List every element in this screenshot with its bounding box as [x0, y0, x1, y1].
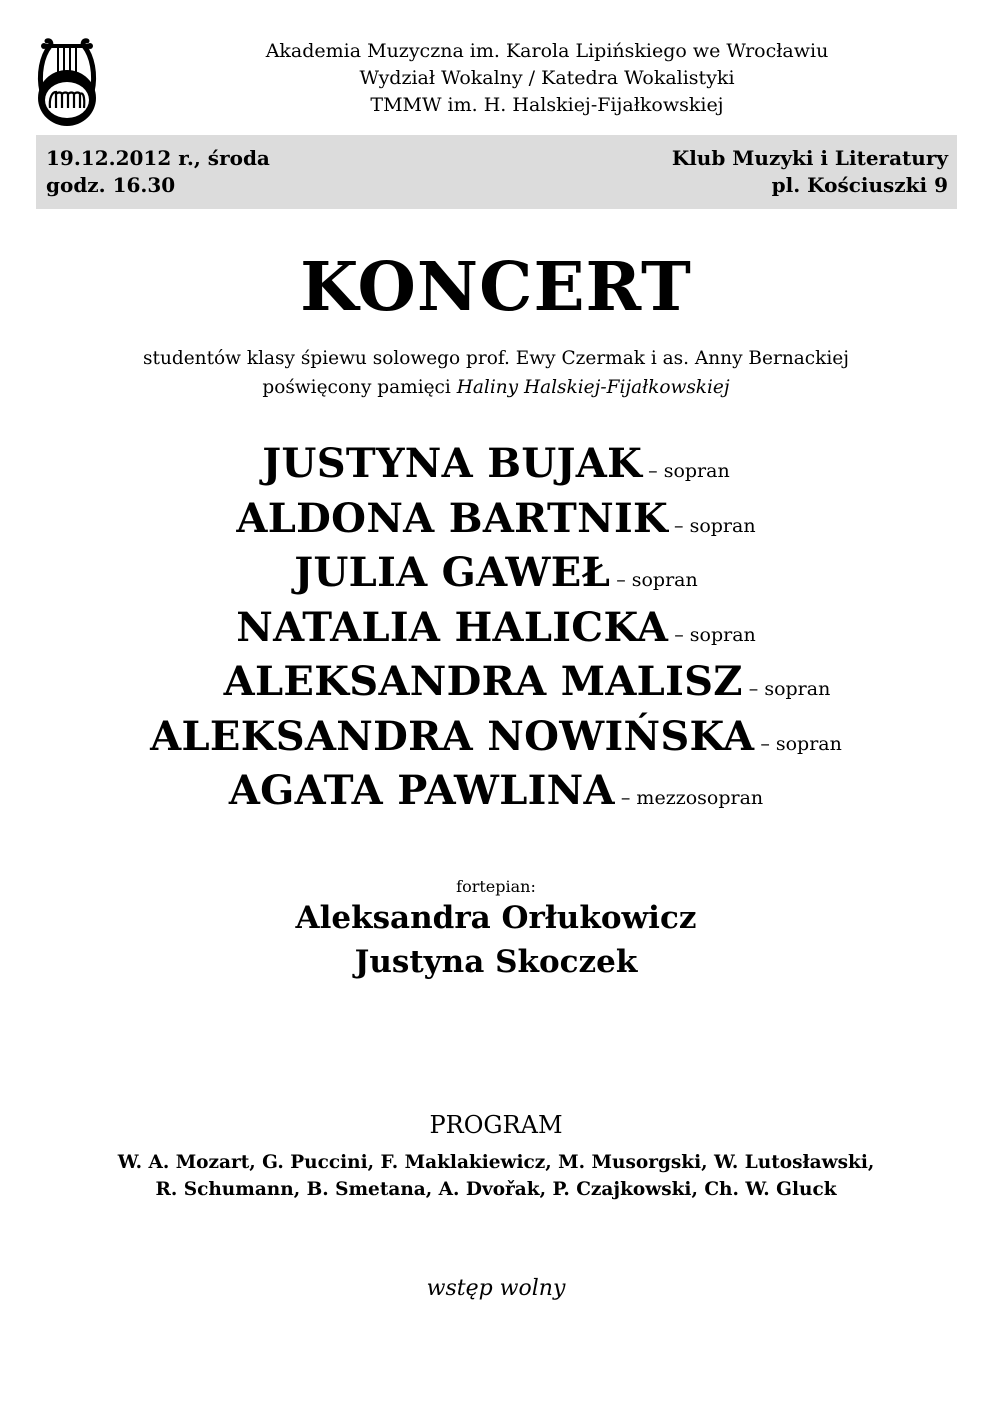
event-date: 19.12.2012 r., środa [46, 146, 270, 170]
performer-voice: – mezzosopran [620, 787, 764, 809]
header-line-academy: Akademia Muzyczna im. Karola Lipińskiego we Wrocławiu [265, 40, 829, 62]
performer-name: NATALIA HALICKA [236, 604, 669, 651]
performer-row [0, 495, 992, 542]
event-info-bar [36, 135, 957, 209]
performer-row [0, 767, 992, 814]
performer-name: ALEKSANDRA MALISZ [223, 658, 743, 705]
piano-label: fortepian: [456, 877, 536, 896]
performer-voice: – sopran [674, 515, 756, 537]
performer-voice: – sopran [616, 569, 698, 591]
header-line-faculty: Wydział Wokalny / Katedra Wokalistyki [359, 67, 735, 89]
program-heading: PROGRAM [429, 1111, 563, 1139]
performer-row [0, 713, 992, 760]
performer-row [31, 658, 992, 705]
subtitle-line-dedication [0, 373, 992, 402]
event-venue: Klub Muzyki i Literatury [671, 146, 948, 170]
performer-row [0, 549, 992, 596]
performer-name: ALEKSANDRA NOWIŃSKA [150, 713, 755, 760]
event-location [672, 145, 948, 199]
lyre-logo-icon [36, 36, 98, 128]
program-composers-line: W. A. Mozart, G. Puccini, F. Maklakiewicz, M. Musorgski, W. Lutosławski, [117, 1152, 875, 1173]
concert-subtitle [0, 344, 992, 402]
event-address: pl. Kościuszki 9 [771, 173, 948, 197]
event-time: godz. 16.30 [46, 173, 176, 197]
performer-name: JUSTYNA BUJAK [262, 440, 643, 487]
performer-voice: – sopran [648, 460, 730, 482]
institution-header [110, 38, 984, 119]
pianist-name: Aleksandra Orłukowicz [295, 900, 697, 936]
header-line-society: TMMW im. H. Halskiej-Fijałkowskiej [370, 94, 724, 116]
performer-voice: – sopran [760, 733, 842, 755]
admission-note: wstęp wolny [426, 1276, 566, 1301]
performer-voice: – sopran [674, 624, 756, 646]
performer-name: ALDONA BARTNIK [236, 495, 669, 542]
event-datetime [46, 145, 270, 199]
subtitle-line-students: studentów klasy śpiewu solowego prof. Ewy Czermak i as. Anny Bernackiej [143, 348, 849, 369]
performer-row [0, 604, 992, 651]
performer-name: JULIA GAWEŁ [294, 549, 611, 596]
program-composers-line: R. Schumann, B. Smetana, A. Dvořak, P. Czajkowski, Ch. W. Gluck [155, 1179, 837, 1200]
dedication-name: Haliny Halskiej-Fijałkowskiej [456, 377, 730, 398]
performer-name: AGATA PAWLINA [228, 767, 615, 814]
pianist-name: Justyna Skoczek [354, 944, 638, 980]
dedication-prefix: poświęcony pamięci [262, 377, 451, 398]
performer-row [0, 440, 992, 487]
performer-voice: – sopran [748, 678, 831, 700]
concert-title: KONCERT [300, 247, 692, 326]
